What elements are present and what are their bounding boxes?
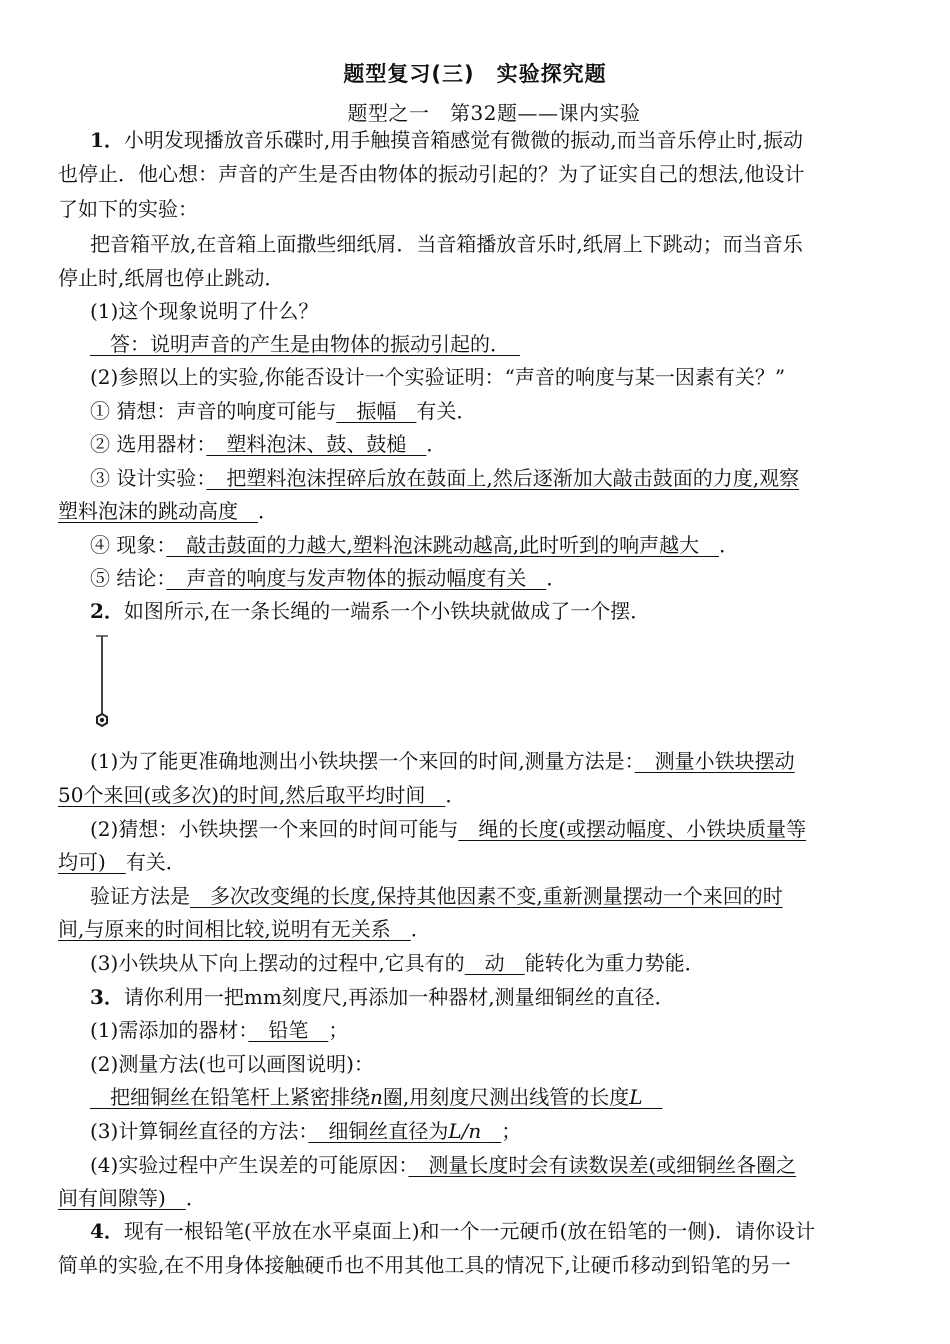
q1-design-answer-1: 把塑料泡沫捏碎后放在鼓面上,然后逐渐加大敲击鼓面的力度,观察 (206, 466, 800, 490)
q4-stem-line-2: 简单的实验,在不用身体接触硬币也不用其他工具的情况下,让硬币移动到铅笔的另一 (58, 1253, 791, 1277)
q1-phenomenon-answer: 敲击鼓面的力越大,塑料泡沫跳动越高,此时听到的响声越大 (166, 533, 720, 557)
q1-experiment-line-1: 把音箱平放,在音箱上面撒些细纸屑．当音箱播放音乐时,纸屑上下跳动；而当音乐 (90, 232, 803, 256)
q1-stem-line-3: 了如下的实验： (58, 197, 198, 221)
q2-part-2-line-2: 均可) 有关． (58, 850, 186, 874)
page-title: 题型复习(三) 实验探究题 (343, 62, 607, 86)
q3-part-4-line-2: 间有间隙等) ． (58, 1186, 206, 1210)
q1-part-2: (2)参照以上的实验,你能否设计一个实验证明：“声音的响度与某一因素有关？” (90, 365, 786, 389)
q1-stem-line-1: 1．小明发现播放音乐碟时,用手触摸音箱感觉有微微的振动,而当音乐停止时,振动 (90, 128, 803, 152)
q2-part-1-answer-2: 50个来回(或多次)的时间,然后取平均时间 (58, 783, 446, 807)
q3-part-1-line: (1)需添加的器材： 铅笔 ； (90, 1018, 349, 1042)
q2-part-3-answer: 动 (464, 951, 525, 975)
q1-design-answer-2: 塑料泡沫的跳动高度 (58, 499, 258, 523)
q3-part-1-answer: 铅笔 (248, 1018, 329, 1042)
pendulum-figure (90, 630, 114, 730)
q4-stem-line-1: 4．现有一根铅笔(平放在水平桌面上)和一个一元硬币(放在铅笔的一侧)．请你设计 (90, 1219, 816, 1243)
q1-stem-line-2: 也停止．他心想：声音的产生是否由物体的振动引起的？为了证实自己的想法,他设计 (58, 162, 805, 186)
q3-part-3-line: (3)计算铜丝直径的方法： 细铜丝直径为L/n ； (90, 1119, 522, 1143)
q2-part-3-line: (3)小铁块从下向上摆动的过程中,它具有的 动 能转化为重力势能． (90, 951, 705, 975)
q3-stem: 3．请你利用一把mm刻度尺,再添加一种器材,测量细铜丝的直径． (90, 985, 675, 1009)
q1-number: 1． (90, 128, 124, 152)
q1-guess-line: ① 猜想：声音的响度可能与 振幅 有关． (90, 399, 477, 423)
q2-verify-answer-2: 间,与原来的时间相比较,说明有无关系 (58, 917, 411, 941)
q3-part-4-answer-1: 测量长度时会有读数误差(或细铜丝各圈之 (408, 1153, 797, 1177)
q3-part-2-answer-line (90, 1080, 898, 1114)
q3-part-4-answer-2: 间有间隙等) (58, 1186, 186, 1210)
q3-part-2-answer: 把细铜丝在铅笔杆上紧密排绕n圈,用刻度尺测出线管的长度L (90, 1085, 643, 1109)
q1-part-1: (1)这个现象说明了什么？ (90, 299, 319, 323)
q3-number: 3． (90, 985, 124, 1009)
q1-design-line-2: 塑料泡沫的跳动高度 ． (58, 499, 278, 523)
q2-part-2-answer-2: 均可) (58, 850, 126, 874)
q2-verify-answer-1: 多次改变绳的长度,保持其他因素不变,重新测量摆动一个来回的时 (190, 884, 783, 908)
q2-number: 2． (90, 599, 124, 623)
q2-part-2-line-1: (2)猜想：小铁块摆一个来回的时间可能与 绳的长度(或摆动幅度、小铁块质量等 (90, 817, 807, 841)
q1-phenomenon-line: ④ 现象： 敲击鼓面的力越大,塑料泡沫跳动越高,此时听到的响声越大 ． (90, 533, 740, 557)
q1-equipment-line: ② 选用器材： 塑料泡沫、鼓、鼓槌 ． (90, 432, 447, 456)
q1-design-line-1: ③ 设计实验： 把塑料泡沫捏碎后放在鼓面上,然后逐渐加大敲击鼓面的力度,观察 (90, 466, 800, 490)
q1-experiment-line-2: 停止时,纸屑也停止跳动． (58, 266, 285, 290)
q3-part-2: (2)测量方法(也可以画图说明)： (90, 1052, 374, 1076)
q1-equipment-answer: 塑料泡沫、鼓、鼓槌 (206, 432, 427, 456)
q1-guess-answer: 振幅 (336, 399, 417, 423)
q2-part-1-answer-1: 测量小铁块摆动 (634, 749, 795, 773)
section-subtitle: 题型之一 第32题——课内实验 (347, 101, 641, 125)
q2-stem: 2．如图所示,在一条长绳的一端系一个小铁块就做成了一个摆． (90, 599, 651, 623)
q1-part-1-answer: 答：说明声音的产生是由物体的振动引起的． (90, 332, 520, 356)
q2-part-1-line-1: (1)为了能更准确地测出小铁块摆一个来回的时间,测量方法是： 测量小铁块摆动 (90, 749, 795, 773)
q2-part-1-line-2: 50个来回(或多次)的时间,然后取平均时间 ． (58, 783, 466, 807)
iron-block-hole (100, 718, 104, 722)
q3-part-3-answer: 细铜丝直径为L/n (308, 1119, 482, 1143)
q2-verify-line-1: 验证方法是 多次改变绳的长度,保持其他因素不变,重新测量摆动一个来回的时 (90, 884, 783, 908)
q2-verify-line-2: 间,与原来的时间相比较,说明有无关系 ． (58, 917, 431, 941)
q1-conclusion-line: ⑤ 结论： 声音的响度与发声物体的振动幅度有关 ． (90, 566, 567, 590)
q2-part-2-answer-1: 绳的长度(或摆动幅度、小铁块质量等 (458, 817, 807, 841)
q3-part-4-line-1: (4)实验过程中产生误差的可能原因： 测量长度时会有读数误差(或细铜丝各圈之 (90, 1153, 797, 1177)
q1-conclusion-answer: 声音的响度与发声物体的振动幅度有关 (166, 566, 547, 590)
q4-number: 4． (90, 1219, 124, 1243)
